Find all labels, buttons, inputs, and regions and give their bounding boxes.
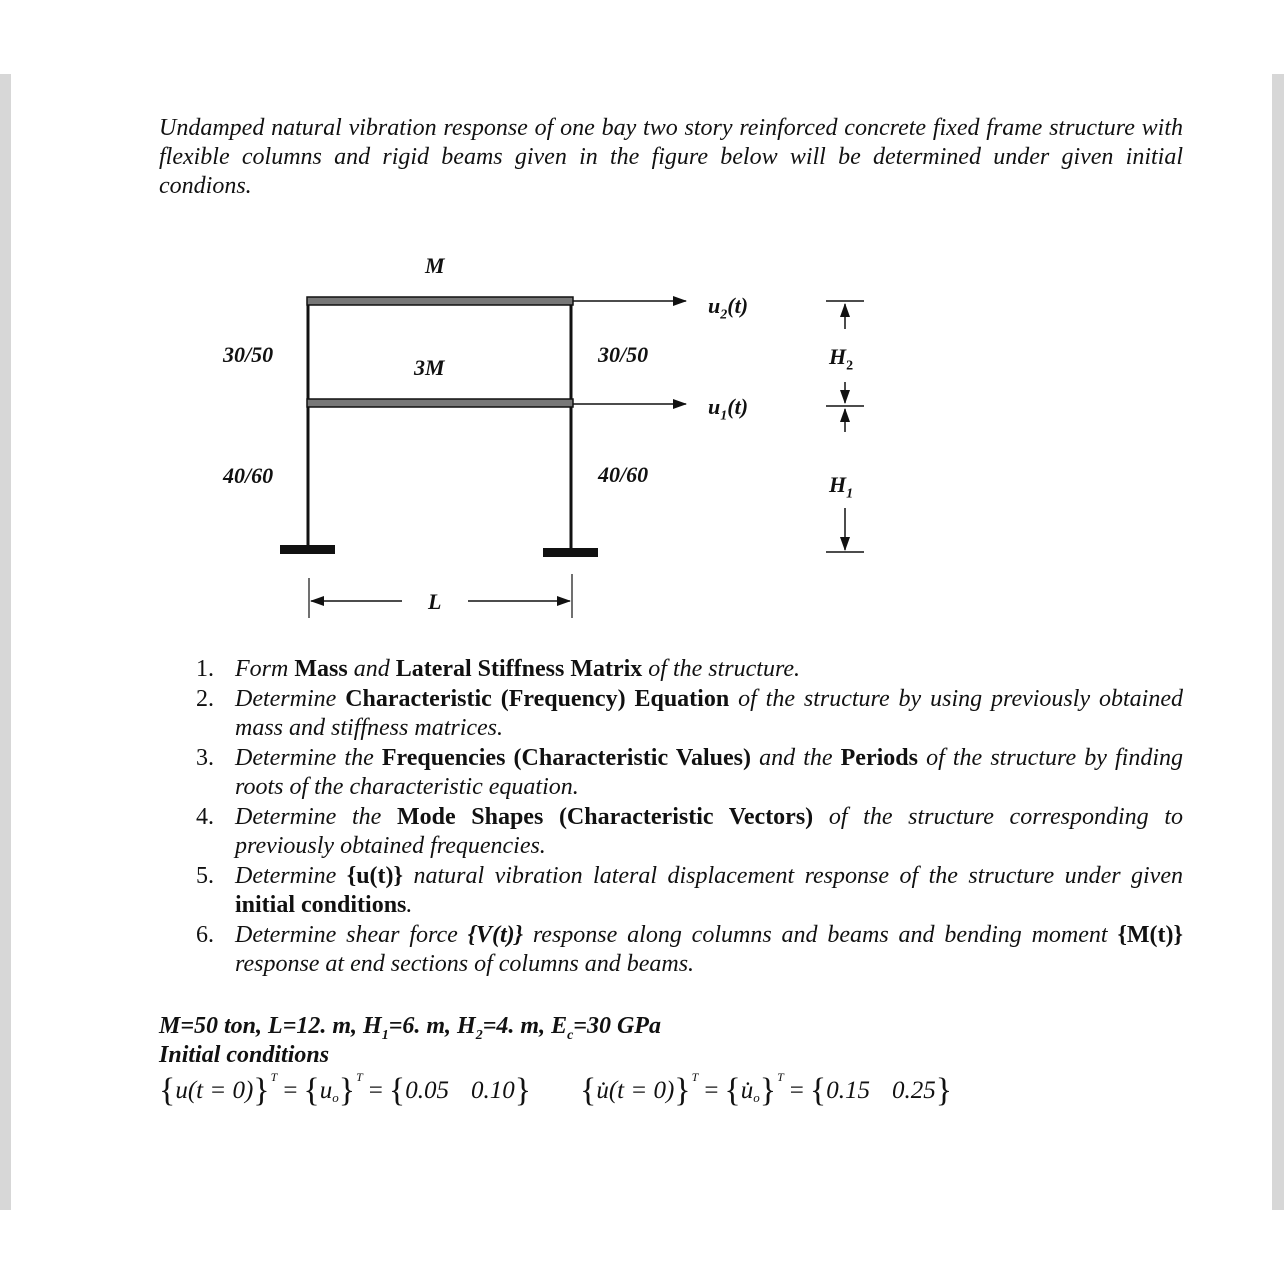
col-upper-right-label: 30/50: [598, 342, 649, 367]
displacement-initial-condition: { u(t = 0) } T = { u o } T = { 0.05 0.10 }: [159, 1069, 532, 1109]
u1-label: $u_1(t)$: [708, 394, 749, 424]
task-1: 1. Form Mass and Lateral Stiffness Matrix of the structure.: [196, 656, 801, 682]
top-beam: [307, 297, 573, 305]
col-lower-left-label: 40/60: [223, 463, 274, 488]
task-list: [196, 655, 1183, 980]
u2-label: $u_2(t)$: [708, 293, 749, 323]
h1-label: $H_1$: [829, 472, 854, 502]
task-4: 4. Determine the Mode Shapes (Characteristic Vectors) of the structure corresponding to previously obtained frequencies.: [196, 803, 1183, 859]
parameters-line: M=50 ton, L=12. m, $H_1=6$. m, $H_2=4$. m, $E_c=30$ GPa: [159, 1013, 661, 1043]
task-3: 3. Determine the Frequencies (Characteristic Values) and the Periods of the structure by finding roots of the characteristic equation.: [196, 744, 1183, 800]
col-upper-left-label: 30/50: [223, 342, 274, 367]
task-2: 2. Determine Characteristic (Frequency) Equation of the structure by using previously obtained mass and stiffness matrices.: [196, 685, 1183, 741]
task-5: 5. Determine {u(t)} natural vibration lateral displacement response of the structure under given initial conditions.: [196, 862, 1183, 918]
mass-top-label: M: [425, 253, 445, 278]
mass-bottom-label: 3M: [414, 355, 445, 380]
lower-beam: [307, 399, 573, 407]
left-fixed-support: [280, 545, 335, 554]
initial-conditions-label: Initial conditions: [159, 1042, 330, 1068]
span-label: L: [428, 589, 442, 614]
col-lower-right-label: 40/60: [598, 462, 649, 487]
velocity-initial-condition: { u̇(t = 0) } T = { u̇ o } T = { 0.15 0.25 }: [580, 1069, 953, 1109]
intro-paragraph: Undamped natural vibration response of one bay two story reinforced concrete fixed frame structure with flexible columns and rigid beams given in the figure below will be determined under given initial condions.: [159, 115, 1183, 199]
h2-label: $H_2$: [829, 344, 854, 374]
right-fixed-support: [543, 548, 598, 557]
task-6: 6. Determine shear force {V(t)} response along columns and beams and bending moment {M(t)} response at end sections of columns and beams.: [196, 921, 1183, 977]
